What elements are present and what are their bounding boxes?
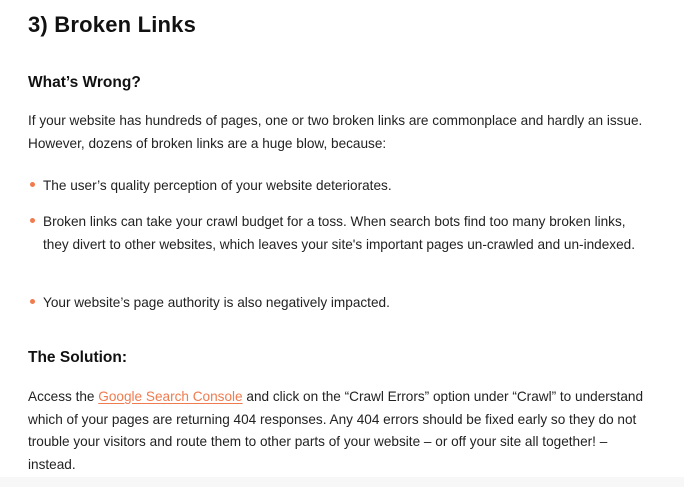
list-item-text: The user’s quality perception of your website deteriorates.: [43, 178, 392, 193]
list-item: [28, 175, 653, 198]
list-item-text: Broken links can take your crawl budget for a toss. When search bots find too many broken links, they divert to other websites, which leaves your site's important pages un-crawled and un-indexed.: [43, 214, 635, 252]
intro-paragraph: If your website has hundreds of pages, one or two broken links are commonplace and hardly an issue. However, dozens of broken links are a huge blow, because:: [28, 113, 643, 151]
list-item: [28, 292, 653, 315]
bullet-dot-icon: [30, 299, 35, 304]
list-item-text: Your website’s page authority is also negatively impacted.: [43, 295, 390, 310]
solution-text-end: and click on the “Crawl Errors” option under “Crawl” to understand which of your pages are returning 404 responses. Any 404 errors should be fixed early so they do not trouble your visitors and route them to other parts of your website – or off your site all together! – instead.: [28, 389, 644, 472]
list-item: [28, 211, 648, 256]
page-bottom-edge: [0, 477, 684, 487]
bullet-dot-icon: [30, 218, 35, 223]
solution-heading: The Solution:: [28, 349, 128, 366]
solution-paragraph: [28, 386, 648, 476]
whats-wrong-heading: What’s Wrong?: [28, 74, 141, 91]
solution-text-start: Access the: [28, 389, 99, 404]
google-search-console-link[interactable]: Google Search Console: [98, 389, 243, 404]
section-title: 3) Broken Links: [28, 12, 197, 37]
bullet-dot-icon: [30, 182, 35, 187]
